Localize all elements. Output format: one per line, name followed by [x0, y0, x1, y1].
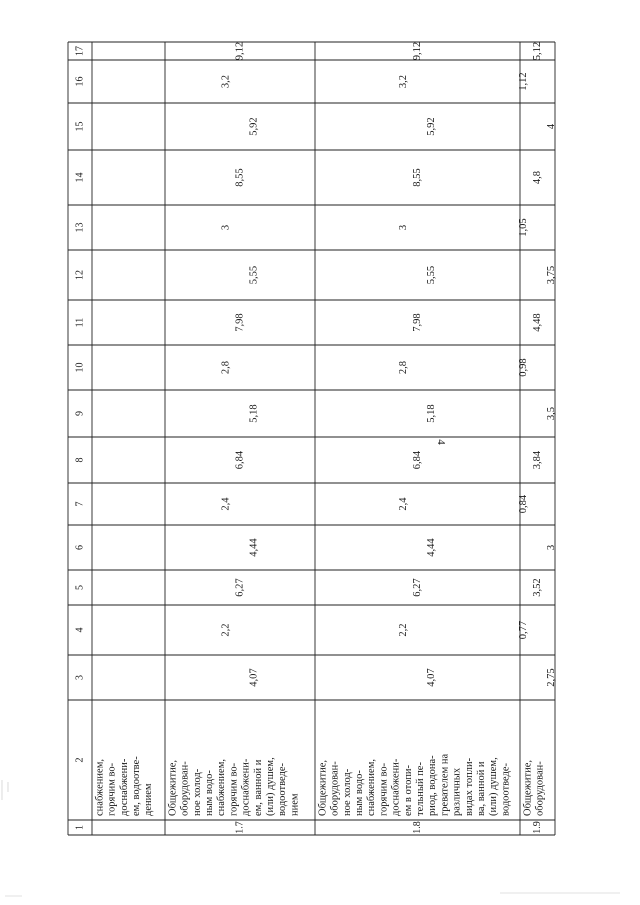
column-number: 4 [74, 627, 86, 633]
tariff-value: 5,55 [425, 265, 437, 285]
row-description-line: оборудован- [329, 761, 341, 816]
tariff-value: 5,12 [531, 41, 543, 61]
row-description-line: Общежитие, [522, 759, 534, 816]
row-description-line: ем, водоотве- [131, 756, 143, 816]
tariff-value: 1,12 [517, 72, 529, 91]
tariff-value: 6,84 [411, 450, 423, 470]
row-description-line: оборудован- [179, 761, 191, 816]
row-description-line: снабжением, [216, 759, 228, 816]
column-number: 3 [74, 675, 86, 680]
tariff-value: 2,2 [397, 623, 409, 637]
row-description-line: дением [143, 783, 155, 816]
tariff-value: 0,77 [517, 620, 529, 640]
row-description-line: горячим во- [106, 762, 118, 816]
tariff-value: 7,98 [411, 313, 423, 332]
tariff-value: 5,55 [248, 265, 260, 285]
tariff-value: 2,4 [220, 497, 232, 511]
tariff-value: 3 [545, 544, 557, 551]
row-description-line: ем, ванной и [252, 759, 264, 816]
tariff-value: 5,92 [248, 117, 260, 136]
row-description-line: доснабжени- [240, 758, 252, 816]
tariff-value: 2,2 [220, 623, 232, 637]
tariff-value: 7,98 [234, 313, 246, 332]
tariff-value: 3,84 [531, 450, 543, 470]
row-description-line: Общежитие, [167, 759, 179, 816]
tariff-value: 9,12 [411, 41, 423, 61]
column-number: 14 [74, 172, 86, 183]
tariff-value: 4,44 [248, 538, 260, 557]
tariff-value: 3,2 [397, 74, 409, 89]
tariff-value: 6,27 [234, 578, 246, 597]
row-description-line: тельный пе- [415, 762, 427, 816]
tariff-value: 3,75 [545, 265, 557, 285]
row-description-line: ным водо- [354, 770, 366, 816]
column-number: 11 [74, 317, 86, 328]
table-text [74, 42, 557, 834]
tariff-value: 3,2 [220, 74, 232, 89]
row-description-line: нием [289, 793, 301, 816]
row-description-line: (или) душем, [488, 757, 500, 816]
tariff-value: 5,18 [425, 404, 437, 423]
row-description-line: снабжением, [366, 759, 378, 816]
row-description-line: водоотведе- [500, 762, 512, 816]
column-number: 1 [74, 825, 86, 830]
tariff-value: 2,75 [545, 668, 557, 687]
tariff-value: 0,98 [517, 358, 529, 377]
table-grid [68, 42, 555, 835]
tariff-value: 2,8 [397, 360, 409, 375]
tariff-value: 4,07 [248, 668, 260, 687]
tariff-value: 3,5 [545, 406, 557, 421]
tariff-value: 4,44 [425, 538, 437, 557]
row-description-line: гревателем на [439, 753, 451, 816]
row-description-line: доснабжени- [118, 758, 130, 816]
tariff-value: 5,92 [425, 117, 437, 136]
row-id: 1.7 [234, 821, 246, 834]
row-id: 1.9 [531, 821, 543, 834]
tariff-value: 4,8 [531, 170, 543, 185]
column-number: 12 [74, 270, 86, 280]
row-description-line: горячим во- [228, 762, 240, 816]
tariff-value: 2,4 [397, 497, 409, 511]
column-number: 8 [74, 457, 86, 463]
tariff-value: 8,55 [234, 168, 246, 187]
row-description-line: доснабжени- [390, 758, 402, 816]
column-number: 6 [74, 545, 86, 550]
tariff-value: 8,55 [411, 168, 423, 187]
tariff-value: 3,52 [531, 578, 543, 597]
row-description-line: риод, водона- [427, 755, 439, 816]
tariff-value: 2,8 [220, 360, 232, 375]
tariff-value: 3 [220, 224, 232, 231]
row-description-line: видах топли- [463, 757, 475, 816]
tariff-value: 9,12 [234, 41, 246, 61]
row-id: 1.8 [411, 821, 423, 834]
column-number: 9 [74, 411, 86, 416]
row-description-line: горячим во- [378, 762, 390, 816]
column-number: 10 [74, 362, 86, 373]
tariff-value: 4,07 [425, 668, 437, 687]
tariff-value: 5,18 [248, 404, 260, 423]
column-number: 13 [74, 222, 86, 233]
tariff-value: 6,84 [234, 450, 246, 470]
row-description-line: ное холод- [191, 768, 203, 816]
column-number: 17 [74, 46, 86, 56]
tariff-value: 1,05 [517, 218, 529, 237]
tariff-value: 3 [397, 224, 409, 231]
tariff-value: 4 [545, 123, 557, 130]
row-description-line: Общежитие, [317, 759, 329, 816]
column-number: 5 [74, 585, 86, 590]
row-description-line: снабжением, [94, 759, 106, 816]
column-number: 2 [74, 757, 86, 763]
tariff-value: 6,27 [411, 578, 423, 597]
row-description-line: ным водо- [204, 770, 216, 816]
row-description-line: водоотведе- [277, 762, 289, 816]
column-number: 16 [74, 76, 86, 87]
row-description-line: ем в отопи- [402, 764, 414, 816]
page-number: 4 [434, 439, 447, 445]
row-description-line: ва, ванной и [476, 761, 488, 816]
row-description-line: различных [451, 767, 463, 816]
column-number: 15 [74, 121, 86, 132]
row-description-line: ное холод- [341, 768, 353, 816]
column-number: 7 [74, 501, 86, 507]
tariff-value: 0,84 [517, 494, 529, 514]
row-description-line: (или) душем, [265, 757, 277, 816]
tariff-value: 4,48 [531, 313, 543, 332]
row-description-line: оборудован- [534, 761, 546, 816]
